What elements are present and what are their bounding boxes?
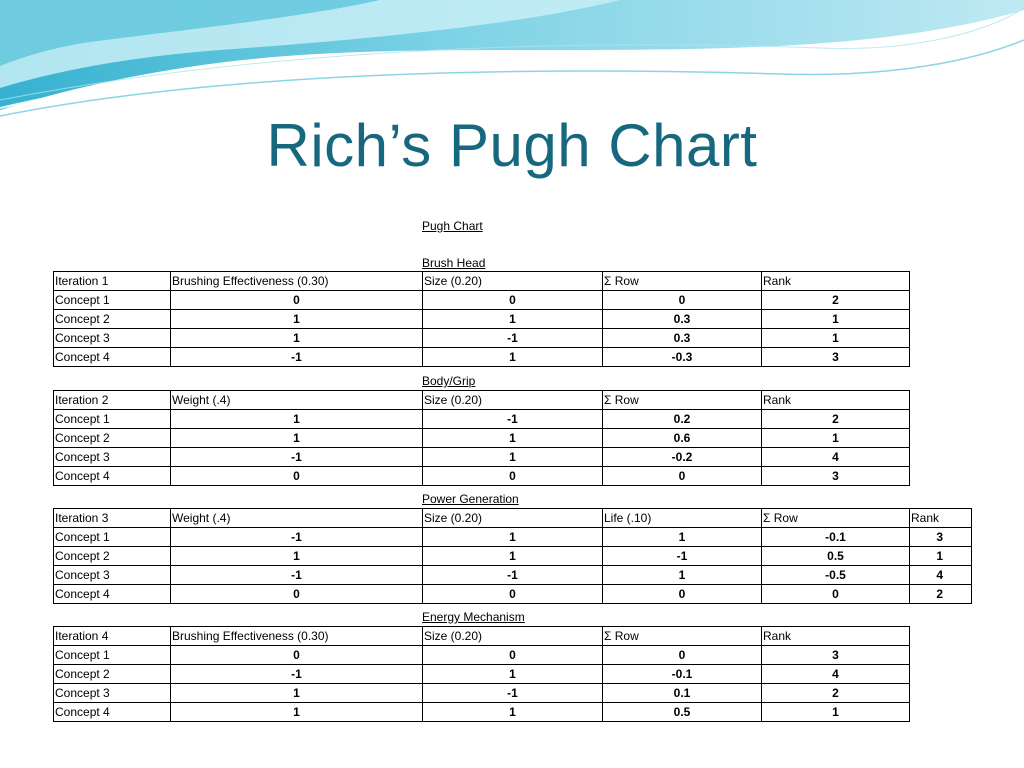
sum-cell: 0.5 — [762, 547, 910, 566]
header-cell: Life (.10) — [603, 509, 762, 528]
score-cell: 0 — [423, 467, 603, 486]
table-row — [54, 646, 910, 665]
concept-label: Concept 2 — [54, 429, 171, 448]
header-cell: Weight (.4) — [171, 509, 423, 528]
score-cell: -1 — [171, 528, 423, 547]
table-row — [54, 291, 910, 310]
rank-cell: 1 — [910, 547, 972, 566]
score-cell: 0 — [423, 585, 603, 604]
rank-cell: 1 — [762, 329, 910, 348]
score-cell: 0 — [603, 585, 762, 604]
concept-label: Concept 2 — [54, 547, 171, 566]
table-row — [54, 448, 910, 467]
concept-label: Concept 3 — [54, 566, 171, 585]
rank-cell: 3 — [762, 467, 910, 486]
table-row — [54, 703, 910, 722]
score-cell: 0 — [171, 467, 423, 486]
table-row — [54, 585, 972, 604]
score-cell: 1 — [423, 448, 603, 467]
sum-cell: 0.3 — [603, 310, 762, 329]
table-row — [54, 429, 910, 448]
rank-cell: 4 — [910, 566, 972, 585]
score-cell: -1 — [171, 665, 423, 684]
score-cell: 1 — [171, 310, 423, 329]
rank-cell: 2 — [910, 585, 972, 604]
rank-cell: 3 — [762, 348, 910, 367]
header-cell: Σ Row — [603, 391, 762, 410]
table-row — [54, 665, 910, 684]
concept-label: Concept 2 — [54, 665, 171, 684]
sum-cell: 0 — [762, 585, 910, 604]
rank-cell: 2 — [762, 410, 910, 429]
concept-label: Concept 1 — [54, 410, 171, 429]
sum-cell: 0.1 — [603, 684, 762, 703]
score-cell: 0 — [171, 646, 423, 665]
section-heading-brush-head: Brush Head — [422, 256, 486, 270]
rank-cell: 2 — [762, 291, 910, 310]
header-cell: Iteration 2 — [54, 391, 171, 410]
score-cell: 1 — [171, 684, 423, 703]
header-cell: Iteration 4 — [54, 627, 171, 646]
table-header-row — [54, 272, 910, 291]
score-cell: 1 — [423, 703, 603, 722]
header-cell: Rank — [762, 272, 910, 291]
table-row — [54, 410, 910, 429]
table-header-row — [54, 627, 910, 646]
header-cell: Σ Row — [603, 272, 762, 291]
score-cell: -1 — [423, 684, 603, 703]
score-cell: 1 — [423, 310, 603, 329]
table-row — [54, 547, 972, 566]
table-iteration-1 — [53, 271, 910, 367]
rank-cell: 4 — [762, 448, 910, 467]
score-cell: 1 — [171, 429, 423, 448]
table-iteration-3 — [53, 508, 972, 604]
concept-label: Concept 4 — [54, 585, 171, 604]
score-cell: 1 — [423, 547, 603, 566]
table-header-row — [54, 509, 972, 528]
rank-cell: 1 — [762, 703, 910, 722]
concept-label: Concept 4 — [54, 467, 171, 486]
rank-cell: 1 — [762, 310, 910, 329]
table-row — [54, 566, 972, 585]
sum-cell: 0.5 — [603, 703, 762, 722]
concept-label: Concept 1 — [54, 528, 171, 547]
score-cell: 0 — [423, 291, 603, 310]
table-row — [54, 528, 972, 547]
score-cell: 1 — [171, 410, 423, 429]
sum-cell: 0 — [603, 646, 762, 665]
table-row — [54, 684, 910, 703]
header-cell: Iteration 3 — [54, 509, 171, 528]
header-cell: Σ Row — [603, 627, 762, 646]
header-cell: Brushing Effectiveness (0.30) — [171, 627, 423, 646]
pugh-chart-caption: Pugh Chart — [422, 219, 483, 233]
sum-cell: -0.3 — [603, 348, 762, 367]
score-cell: 1 — [423, 665, 603, 684]
header-cell: Size (0.20) — [423, 627, 603, 646]
table-row — [54, 310, 910, 329]
score-cell: 1 — [603, 566, 762, 585]
score-cell: 1 — [171, 547, 423, 566]
score-cell: 1 — [171, 329, 423, 348]
table-header-row — [54, 391, 910, 410]
sum-cell: 0 — [603, 291, 762, 310]
section-heading-power-generation: Power Generation — [422, 492, 519, 506]
header-cell: Iteration 1 — [54, 272, 171, 291]
header-cell: Size (0.20) — [423, 272, 603, 291]
slide-title: Rich’s Pugh Chart — [266, 112, 758, 179]
rank-cell: 1 — [762, 429, 910, 448]
score-cell: 0 — [171, 585, 423, 604]
score-cell: -1 — [423, 566, 603, 585]
concept-label: Concept 4 — [54, 348, 171, 367]
sum-cell: -0.1 — [762, 528, 910, 547]
score-cell: 0 — [171, 291, 423, 310]
header-cell: Size (0.20) — [423, 391, 603, 410]
section-heading-body-grip: Body/Grip — [422, 374, 476, 388]
table-iteration-4 — [53, 626, 910, 722]
score-cell: 1 — [603, 528, 762, 547]
score-cell: -1 — [171, 566, 423, 585]
score-cell: 1 — [423, 429, 603, 448]
header-cell: Size (0.20) — [423, 509, 603, 528]
sum-cell: -0.1 — [603, 665, 762, 684]
concept-label: Concept 2 — [54, 310, 171, 329]
header-cell: Rank — [762, 391, 910, 410]
score-cell: 1 — [423, 528, 603, 547]
header-cell: Brushing Effectiveness (0.30) — [171, 272, 423, 291]
header-cell: Σ Row — [762, 509, 910, 528]
rank-cell: 3 — [910, 528, 972, 547]
score-cell: 1 — [423, 348, 603, 367]
concept-label: Concept 4 — [54, 703, 171, 722]
sum-cell: 0.6 — [603, 429, 762, 448]
section-heading-energy-mechanism: Energy Mechanism — [422, 610, 525, 624]
table-iteration-2 — [53, 390, 910, 486]
header-cell: Rank — [910, 509, 972, 528]
score-cell: -1 — [171, 348, 423, 367]
score-cell: -1 — [423, 410, 603, 429]
concept-label: Concept 3 — [54, 448, 171, 467]
header-cell: Rank — [762, 627, 910, 646]
table-row — [54, 348, 910, 367]
score-cell: -1 — [423, 329, 603, 348]
score-cell: 1 — [171, 703, 423, 722]
concept-label: Concept 1 — [54, 646, 171, 665]
table-row — [54, 467, 910, 486]
sum-cell: 0.3 — [603, 329, 762, 348]
concept-label: Concept 1 — [54, 291, 171, 310]
score-cell: -1 — [171, 448, 423, 467]
rank-cell: 3 — [762, 646, 910, 665]
wave-banner — [0, 0, 1024, 120]
rank-cell: 2 — [762, 684, 910, 703]
concept-label: Concept 3 — [54, 329, 171, 348]
score-cell: 0 — [423, 646, 603, 665]
sum-cell: 0 — [603, 467, 762, 486]
sum-cell: -0.5 — [762, 566, 910, 585]
score-cell: -1 — [603, 547, 762, 566]
sum-cell: 0.2 — [603, 410, 762, 429]
table-row — [54, 329, 910, 348]
header-cell: Weight (.4) — [171, 391, 423, 410]
rank-cell: 4 — [762, 665, 910, 684]
sum-cell: -0.2 — [603, 448, 762, 467]
concept-label: Concept 3 — [54, 684, 171, 703]
